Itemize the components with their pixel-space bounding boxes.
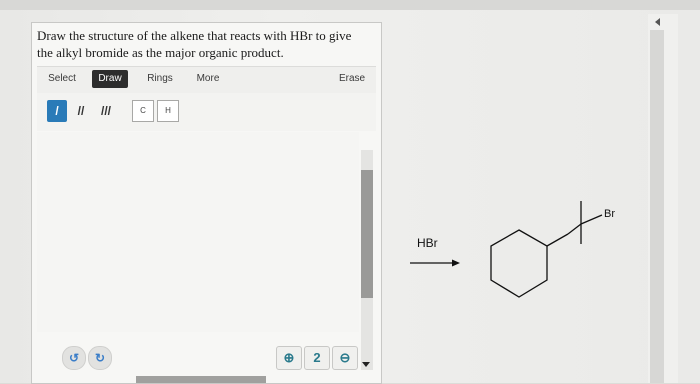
zoom-reset-icon[interactable]: 2: [304, 346, 330, 370]
carbon-atom-button[interactable]: C: [132, 100, 154, 122]
hydrogen-atom-button[interactable]: H: [157, 100, 179, 122]
undo-icon[interactable]: ↺: [62, 346, 86, 370]
reaction-arrowhead: [452, 260, 460, 267]
cyclohexane-ring: [491, 230, 547, 297]
double-bond-button[interactable]: //: [77, 104, 85, 118]
bromine-label: Br: [604, 208, 615, 220]
zoom-in-icon[interactable]: ⊕: [276, 346, 302, 370]
chain-bond: [568, 224, 581, 234]
tab-draw[interactable]: Draw: [92, 70, 128, 88]
tab-select[interactable]: Select: [48, 73, 76, 84]
zoom-out-icon[interactable]: ⊖: [332, 346, 358, 370]
reagent-label: HBr: [417, 236, 438, 250]
redo-icon[interactable]: ↻: [88, 346, 112, 370]
single-bond-button[interactable]: /: [47, 100, 67, 122]
ch2-bond: [547, 234, 568, 246]
triple-bond-button[interactable]: ///: [100, 104, 111, 118]
question-prompt: Draw the structure of the alkene that reacts with HBr to give the alkyl bromide as the major organic product.: [37, 28, 352, 60]
c-br-bond: [581, 215, 602, 224]
tab-erase[interactable]: Erase: [338, 73, 366, 84]
tab-more[interactable]: More: [196, 73, 220, 84]
tab-rings[interactable]: Rings: [147, 73, 173, 84]
